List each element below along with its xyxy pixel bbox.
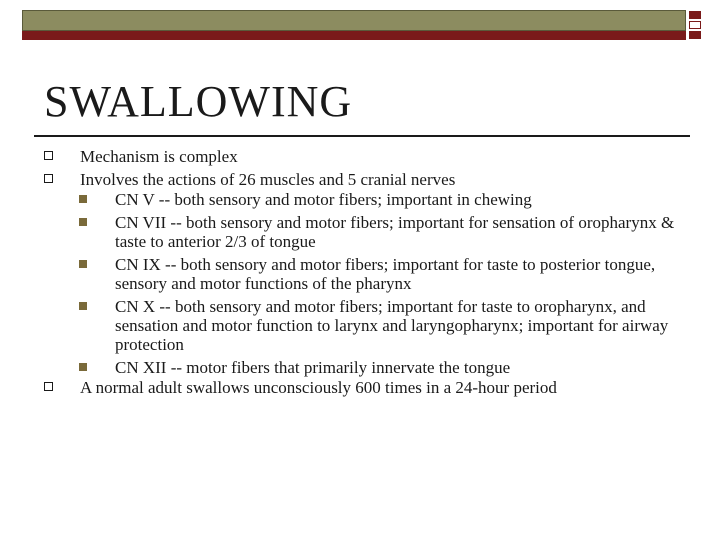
filled-square-icon — [79, 363, 87, 371]
filled-square-icon — [79, 302, 87, 310]
slide-body — [44, 146, 684, 398]
bullet-item — [44, 169, 684, 190]
bullet-item — [44, 377, 684, 398]
title-divider — [34, 135, 690, 137]
filled-square-icon — [79, 195, 87, 203]
corner-square-hollow-icon — [689, 21, 701, 29]
sub-bullet-item — [79, 297, 684, 354]
hollow-square-icon — [44, 151, 53, 160]
sub-bullet-item — [79, 213, 684, 251]
corner-square-filled-icon — [689, 31, 701, 39]
sub-bullet-text: CN V -- both sensory and motor fibers; important in chewing — [115, 190, 532, 209]
header-red-bar — [22, 31, 686, 40]
slide-title: SWALLOWING — [44, 77, 353, 126]
filled-square-icon — [79, 260, 87, 268]
sub-bullet-text: CN X -- both sensory and motor fibers; important for taste to oropharynx, and sensation and motor function to larynx and laryngopharynx; important for airway protection — [115, 297, 669, 354]
sub-bullet-text: CN IX -- both sensory and motor fibers; important for taste to posterior tongue, sensory and motor functions of the pharynx — [115, 255, 656, 293]
sub-bullet-item — [79, 190, 684, 209]
hollow-square-icon — [44, 382, 53, 391]
bullet-text: A normal adult swallows unconsciously 600 times in a 24-hour period — [80, 378, 557, 397]
header-olive-bar — [22, 10, 686, 31]
sub-bullet-text: CN XII -- motor fibers that primarily innervate the tongue — [115, 358, 511, 377]
bullet-text: Involves the actions of 26 muscles and 5 cranial nerves — [80, 170, 456, 189]
header-decoration-band — [22, 10, 686, 40]
sub-bullet-item — [79, 358, 684, 377]
hollow-square-icon — [44, 174, 53, 183]
filled-square-icon — [79, 218, 87, 226]
sub-bullet-item — [79, 255, 684, 293]
corner-decoration — [687, 10, 707, 40]
sub-bullet-text: CN VII -- both sensory and motor fibers; important for sensation of oropharynx & taste to anterior 2/3 of tongue — [115, 213, 675, 251]
bullet-text: Mechanism is complex — [80, 147, 238, 166]
sub-bullet-list — [44, 190, 684, 377]
bullet-item — [44, 146, 684, 167]
corner-square-filled-icon — [689, 11, 701, 19]
